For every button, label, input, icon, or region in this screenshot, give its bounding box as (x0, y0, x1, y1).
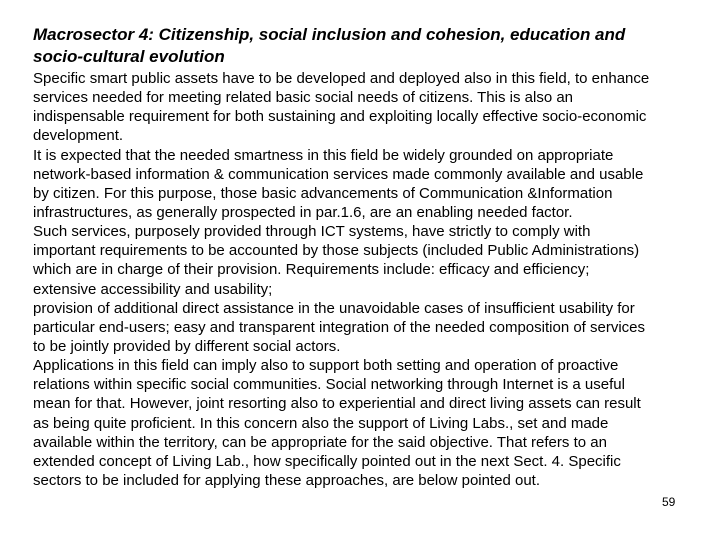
title-line: Macrosector 4: Citizenship, social inclusion and cohesion, education and (33, 25, 626, 44)
body-line: extended concept of Living Lab., how specifically pointed out in the next Sect. 4. Specific (33, 452, 621, 470)
body-line: Applications in this field can imply also to support both setting and operation of proactive (33, 357, 619, 375)
body-line: by citizen. For this purpose, those basic advancements of Communication &Information (33, 184, 613, 202)
body-line: as being quite proficient. In this concern also the support of Living Labs., set and made (33, 414, 609, 432)
body-line: to be jointly provided by different social actors. (33, 337, 341, 355)
body-line: extensive accessibility and usability; (33, 280, 273, 298)
body-line: network-based information & communication services made commonly available and usable (33, 165, 644, 183)
body-line: Such services, purposely provided through ICT systems, have strictly to comply with (33, 223, 591, 241)
body-line: indispensable requirement for both sustaining and exploiting locally effective socio-economic (33, 108, 647, 126)
body-line: sectors to be included for applying these approaches, are below pointed out. (33, 471, 540, 489)
body-line: development. (33, 127, 124, 145)
page-number: 59 (662, 495, 676, 509)
body-line: It is expected that the needed smartness in this field be widely grounded on appropriate (33, 146, 614, 164)
body-line: available within the territory, can be appropriate for the said objective. That refers to an (33, 433, 607, 451)
slide-title (33, 24, 625, 68)
body-line: important requirements to be accounted by those subjects (included Public Administrations) (33, 242, 640, 260)
body-text (33, 69, 649, 490)
body-line: relations within specific social communities. Social networking through Internet is a useful (33, 376, 625, 394)
title-line: socio-cultural evolution (33, 47, 225, 66)
body-line: Specific smart public assets have to be developed and deployed also in this field, to enhance (33, 70, 650, 87)
body-line: provision of additional direct assistance in the unavoidable cases of insufficient usability for (33, 299, 635, 317)
body-line: which are in charge of their provision. Requirements include: efficacy and efficiency; (33, 261, 590, 279)
body-line: services needed for meeting related basic social needs of citizens. This is also an (33, 89, 574, 107)
body-line: infrastructures, as generally prospected in par.1.6, are an enabling needed factor. (33, 203, 573, 221)
body-line: mean for that. However, joint resorting also to experiential and direct living assets can result (33, 395, 641, 413)
body-line: particular end-users; easy and transparent integration of the needed composition of services (33, 318, 646, 336)
